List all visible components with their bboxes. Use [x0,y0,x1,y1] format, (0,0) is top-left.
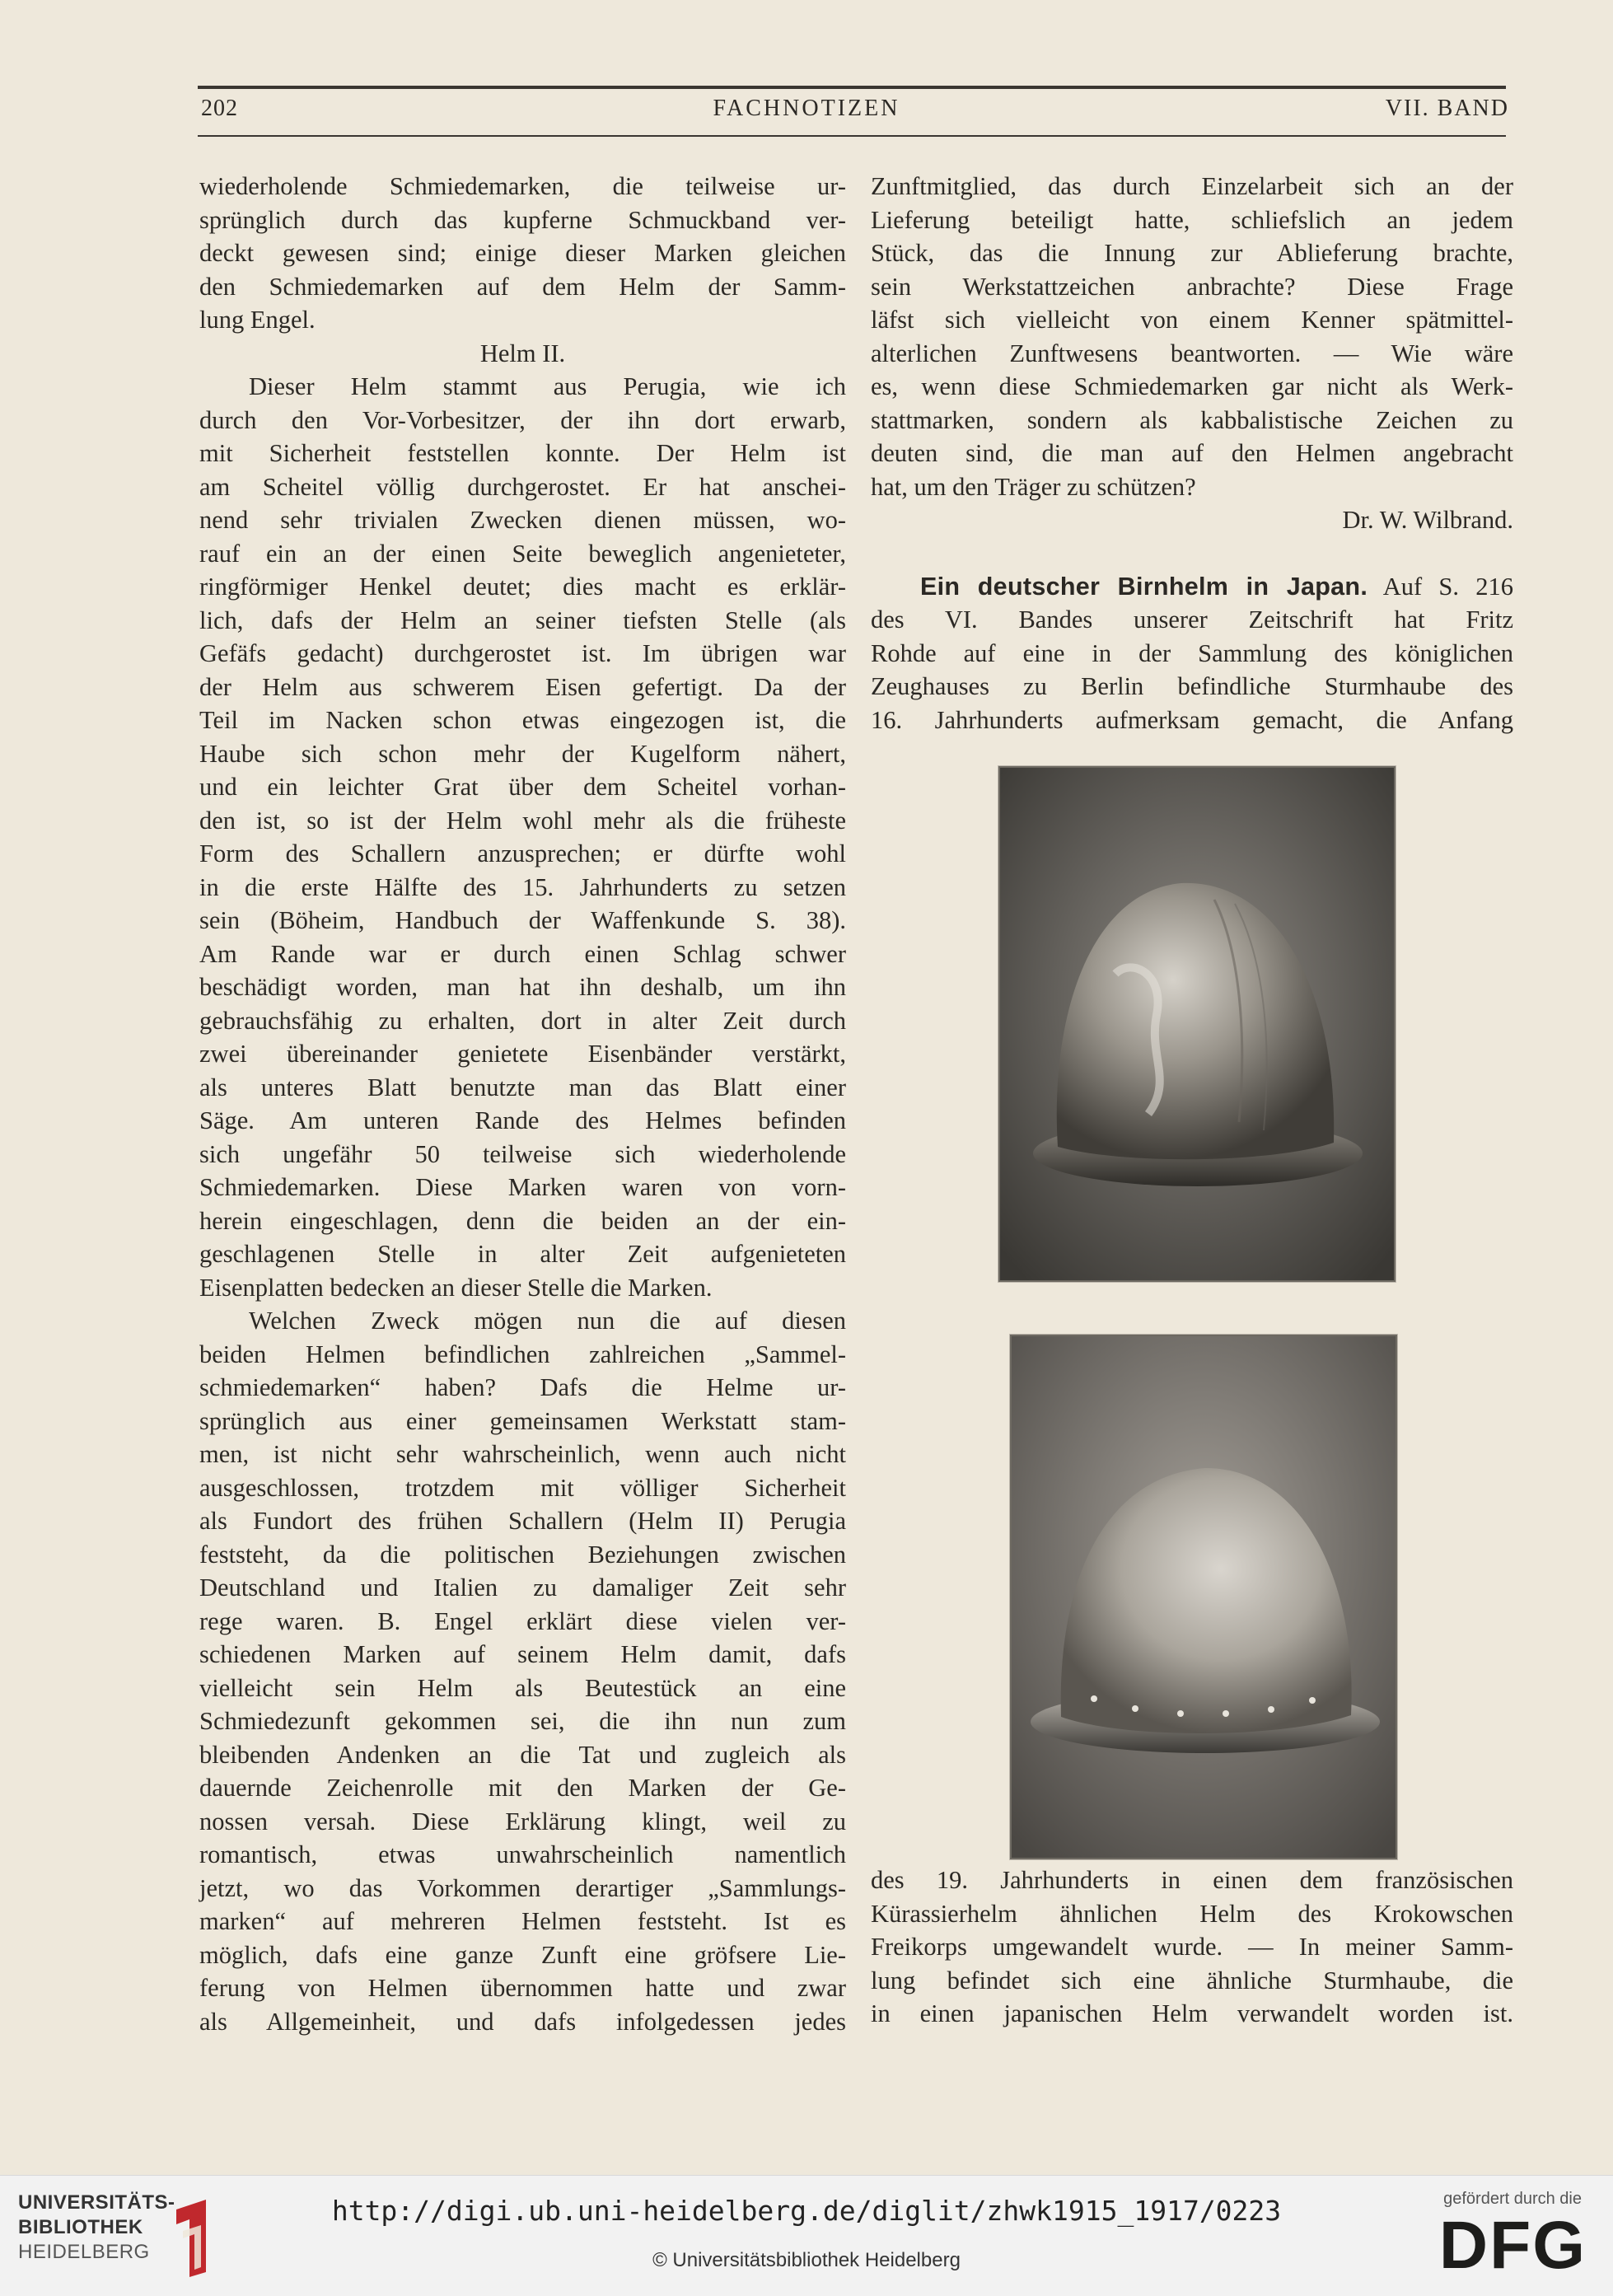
text-line: sich ungefähr 50 teilweise sich wiederholende [199,1139,846,1168]
library-name-line3: HEIDELBERG [18,2241,150,2263]
right-text-column [871,170,1513,736]
section-gap [871,537,1513,570]
volume-label: VII. BAND [1385,96,1509,121]
running-title: FACHNOTIZEN [713,96,900,121]
text-line: Freikorps umgewandelt wurde. — In meiner Samm- [871,1933,1513,1961]
permalink-url[interactable]: http://digi.ub.uni-heidelberg.de/diglit/zhwk1915_1917/0223 [331,2195,1282,2227]
text-line: Säge. Am unteren Rande des Helmes befinden [199,1106,846,1134]
text-line: romantisch, etwas unwahrscheinlich namentlich [199,1840,846,1868]
text-line: als Fundort des frühen Schallern (Helm II) Perugia [199,1507,846,1535]
copyright-notice: © Universitätsbibliothek Heidelberg [652,2249,961,2271]
text-line: stattmarken, sondern als kabbalistische Zeichen zu [871,405,1513,434]
text-line: und ein leichter Grat über dem Scheitel vorhan- [199,773,846,801]
subheading-helm-ii: Helm II. [479,339,566,367]
text-line: lich, dafs der Helm an seiner tiefsten Stelle (als [199,606,846,634]
text-line: sein Werkstattzeichen anbrachte? Diese Frage [871,272,1513,301]
helmet-photo-plate-1 [998,766,1396,1282]
text-line: alterlichen Zunftwesens beantworten. — Wie wäre [871,339,1513,367]
text-line: marken“ auf mehreren Helmen feststeht. Ist es [199,1907,846,1935]
text-line: men, ist nicht sehr wahrscheinlich, wenn auch nicht [199,1440,846,1468]
text-line: sprünglich durch das kupferne Schmuckband ver- [199,205,846,234]
text-line: Eisenplatten bedecken an dieser Stelle die Marken. [199,1273,713,1302]
viewer-footer [0,2175,1613,2296]
text-line: Schmiedemarken. Diese Marken waren von vorn- [199,1173,846,1201]
text-line: ringförmiger Henkel deutet; dies macht es erklär- [199,573,846,601]
text-line: Deutschland und Italien zu damaliger Zeit sehr [199,1574,846,1602]
text-line: schmiedemarken“ haben? Dafs die Helme ur- [199,1373,846,1401]
text-line: rege waren. B. Engel erklärt diese vielen ver- [199,1606,846,1635]
text-line: Zeughauses zu Berlin befindliche Sturmhaube des [871,672,1513,700]
text-line: möglich, dafs eine ganze Zunft eine gröfsere Lie- [199,1940,846,1969]
text-line: rauf ein an der einen Seite beweglich angenieteter, [199,539,846,568]
text-line: den ist, so ist der Helm wohl mehr als die früheste [199,806,846,835]
text-line: lung befindet sich eine ähnliche Sturmhaube, die [871,1966,1513,1994]
header-bottom-rule [198,135,1506,137]
author-signature: Dr. W. Wilbrand. [1342,506,1513,534]
text-line: nossen versah. Diese Erklärung klingt, weil zu [199,1807,846,1835]
funded-by-label: gefördert durch die [1443,2190,1582,2208]
text-line: feststeht, da die politischen Beziehungen zwischen [199,1540,846,1569]
text-line: deuten sind, die man auf den Helmen angebracht [871,439,1513,467]
notice-heading: Ein deutscher Birnhelm in Japan. [920,572,1368,601]
text-line: den Schmiedemarken auf dem Helm der Samm- [199,272,846,301]
text-line: hat, um den Träger zu schützen? [871,472,1196,501]
text-line: jetzt, wo das Vorkommen derartiger „Sammlungs- [199,1873,846,1902]
text-line: dauernde Zeichenrolle mit den Marken der Ge- [199,1774,846,1802]
header-top-rule [198,86,1506,89]
text-line: herein eingeschlagen, denn die beiden an der ein- [199,1206,846,1235]
text-line: durch den Vor-Vorbesitzer, der ihn dort erwarb, [199,405,846,434]
helmet-photo-2 [1012,1336,1396,1858]
text-line: lung Engel. [199,306,316,334]
text-line: vielleicht sein Helm als Beutestück an eine [199,1673,846,1702]
helmet-photo-plate-2 [1010,1335,1397,1859]
text-line: Teil im Nacken schon etwas eingezogen ist, die [199,706,846,734]
text-line: am Scheitel völlig durchgerostet. Er hat anschei- [199,472,846,501]
text-line: in die erste Hälfte des 15. Jahrhunderts zu setzen [199,872,846,901]
text-line: bleibenden Andenken an die Tat und zugleich als [199,1740,846,1769]
text-line: Welchen Zweck mögen nun die auf diesen [249,1307,846,1335]
left-text-column [199,170,846,2038]
text-line: Rohde auf eine in der Sammlung des königlichen [871,638,1513,667]
text-line: Gefäfs gedacht) durchgerostet ist. Im übrigen war [199,639,846,667]
text-line: der Helm aus schwerem Eisen gefertigt. Da der [199,672,846,701]
text-line: ausgeschlossen, trotzdem mit völliger Sicherheit [199,1473,846,1502]
notice-first-line [871,570,1513,604]
text-line: Form des Schallern anzusprechen; er dürfte wohl [199,839,846,867]
text-line: beiden Helmen befindlichen zahlreichen „Sammel- [199,1340,846,1368]
text-line: als unteres Blatt benutzte man das Blatt einer [199,1073,846,1101]
text-line: des VI. Bandes unserer Zeitschrift hat Fritz [871,606,1513,634]
text-line: Kürassierhelm ähnlichen Helm des Krokowschen [871,1899,1513,1928]
text-line: nend sehr trivialen Zwecken dienen müssen, wo- [199,506,846,534]
helmet-photo-1 [1000,768,1394,1280]
text-line: Lieferung beteiligt hatte, schliefslich an jedem [871,205,1513,234]
text-line: als Allgemeinheit, und dafs infolgedessen jedes [199,2007,846,2036]
text-line: Dieser Helm stammt aus Perugia, wie ich [249,372,846,400]
text-line: mit Sicherheit feststellen konnte. Der Helm ist [199,439,846,467]
text-line: Am Rande war er durch einen Schlag schwer [199,939,846,968]
dfg-logo: DFG [1438,2208,1587,2283]
text-line: Zunftmitglied, das durch Einzelarbeit sich an der [871,172,1513,200]
library-name-line2: BIBLIOTHEK [18,2216,143,2238]
text-line: geschlagenen Stelle in alter Zeit aufgenieteten [199,1240,846,1268]
text-line: Haube sich schon mehr der Kugelform nähert, [199,739,846,768]
text-line: in einen japanischen Helm verwandelt worden ist. [871,1999,1513,2027]
text-line: zwei übereinander genietete Eisenbänder verstärkt, [199,1040,846,1068]
text-line: des 19. Jahrhunderts in einen dem französischen [871,1866,1513,1894]
text-line: 16. Jahrhunderts aufmerksam gemacht, die Anfang [871,705,1513,734]
text-line: gebrauchsfähig zu erhalten, dort in alter Zeit durch [199,1006,846,1035]
right-text-column-continued [871,1863,1513,2031]
notice-first-line-rest: Auf S. 216 [1382,572,1513,601]
text-line: Schmiedezunft gekommen sei, die ihn nun zum [199,1707,846,1735]
text-line: ferung von Helmen übernommen hatte und zwar [199,1974,846,2002]
text-line: es, wenn diese Schmiedemarken gar nicht als Werk- [871,372,1513,400]
text-line: wiederholende Schmiedemarken, die teilweise ur- [199,172,846,200]
text-line: beschädigt worden, man hat ihn deshalb, um ihn [199,973,846,1001]
text-line: schiedenen Marken auf seinem Helm damit, dafs [199,1640,846,1668]
library-name-line1: UNIVERSITÄTS- [18,2191,175,2214]
page-number: 202 [201,96,238,121]
text-line: läfst sich vielleicht von einem Kenner spätmittel- [871,306,1513,334]
text-line: deckt gewesen sind; einige dieser Marken gleichen [199,239,846,267]
text-line: sein (Böheim, Handbuch der Waffenkunde S. 38). [199,906,846,934]
text-line: Stück, das die Innung zur Ablieferung brachte, [871,239,1513,267]
text-line: sprünglich aus einer gemeinsamen Werkstatt stam- [199,1406,846,1435]
